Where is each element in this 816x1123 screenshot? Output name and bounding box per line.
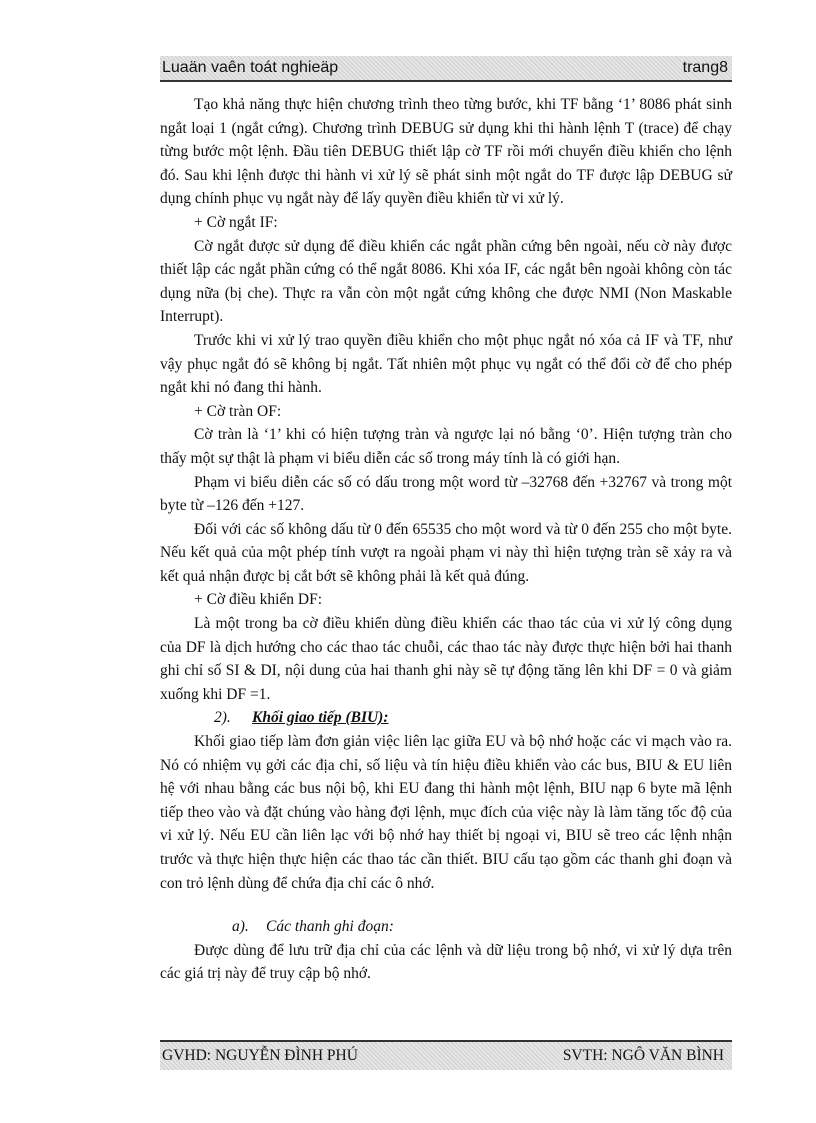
footer-advisor: GVHD: NGUYỄN ĐÌNH PHÚ (162, 1047, 358, 1064)
paragraph-of-2: Phạm vi biểu diễn các số có dấu trong một word từ –32768 đến +32767 và trong một byte từ –126 đến +127. (160, 473, 732, 515)
section-heading-biu (160, 706, 732, 730)
page-content (160, 93, 732, 986)
paragraph-segment-registers: Được dùng để lưu trữ địa chỉ của các lệnh và dữ liệu trong bộ nhớ, vi xử lý dựa trên các giá trị này để truy cập bộ nhớ. (160, 941, 732, 983)
subsection-number: a). (232, 918, 249, 936)
subsection-title: Các thanh ghi đoạn: (266, 918, 394, 936)
header-page-number: trang8 (682, 59, 728, 76)
page-header (160, 56, 732, 82)
header-title: Luaän vaên toát nghieäp (162, 59, 339, 76)
paragraph-of-1: Cờ tràn là ‘1’ khi có hiện tượng tràn và ngược lại nó bằng ‘0’. Hiện tượng tràn cho thấy một sự thật là phạm vi biểu diễn các số trong máy tính là có giới hạn. (160, 426, 732, 467)
footer-student: SVTH: NGÔ VĂN BÌNH (562, 1047, 724, 1064)
page-footer (160, 1040, 732, 1070)
paragraph-tf: Tạo khả năng thực hiện chương trình theo từng bước, khi TF bằng ‘1’ 8086 phát sinh ngắt loại 1 (ngắt cứng). Chương trình DEBUG sử dụng khi thi hành lệnh T (trace) để chạy từng bước một lệnh. Đầu tiên DEBUG thiết lập cờ TF rồi mới chuyển điều khiển cho lệnh đó. Sau khi lệnh được thi hành vi xử lý sẽ phát sinh một ngắt do TF được lập DEBUG sử dụng chính phục vụ ngắt này để lấy quyền điều khiển từ vi xử lý. (160, 96, 732, 208)
subsection-heading-segment-registers (160, 915, 732, 939)
paragraph-df: Là một trong ba cờ điều khiển dùng điều khiển các thao tác của vi xử lý công dụng của DF là dịch hướng cho các thao tác chuỗi, các thao tác này được thực hiện bởi hai thanh ghi chỉ số SI & DI, nội dung của hai thanh ghi này sẽ tự động tăng lên khi DF = 0 và giảm xuống khi DF =1. (160, 615, 732, 703)
paragraph-of-3: Đối với các số không dấu từ 0 đến 65535 cho một word và từ 0 đến 255 cho một byte. Nếu kết quả của một phép tính vượt ra ngoài phạm vi này thì hiện tượng tràn sẽ xảy ra và kết quả nhận được bị cắt bớt sẽ không phải là kết quả đúng. (160, 520, 732, 585)
bullet-of: + Cờ tràn OF: (194, 402, 282, 420)
paragraph-if-1: Cờ ngắt được sử dụng để điều khiển các ngắt phần cứng bên ngoài, nếu cờ này được thiết lập các ngắt phần cứng có thể ngắt 8086. Khi xóa IF, các ngắt bên ngoài không còn tác dụng nữa (bị che). Thực ra vẫn còn một ngắt cứng không che được NMI (Non Maskable Interrupt). (160, 237, 732, 326)
bullet-df: + Cờ điều khiển DF: (194, 591, 323, 609)
paragraph-if-2: Trước khi vi xử lý trao quyền điều khiển cho một phục ngắt nó xóa cả IF và TF, như vậy phục ngắt đó sẽ không bị ngắt. Tất nhiên một phục vụ ngắt có thể đổi cờ để cho phép ngắt khi nó đang thi hành. (160, 331, 732, 397)
section-title: Khối giao tiếp (BIU): (252, 709, 389, 727)
section-number: 2). (214, 709, 231, 727)
paragraph-biu: Khối giao tiếp làm đơn giản việc liên lạc giữa EU và bộ nhớ hoặc các vi mạch vào ra. Nó có nhiệm vụ gởi các địa chỉ, số liệu và tín hiệu điều khiển vào các bus, BIU & EU liên hệ với nhau bằng các bus nội bộ, khi EU đang thi hành một lệnh, BIU nạp 6 byte mã lệnh tiếp theo vào và đặt chúng vào hàng đợi lệnh, mục đích của việc này là làm tăng tốc độ của vi xử lý. Nếu EU cần liên lạc với bộ nhớ hay thiết bị ngoại vi, BIU sẽ treo các lệnh nhận trước và thực hiện thực hiện các thao tác cần thiết. BIU cấu tạo gồm các thanh ghi đoạn và con trỏ lệnh dùng để chứa địa chỉ các ô nhớ. (160, 733, 732, 892)
bullet-if: + Cờ ngắt IF: (194, 213, 278, 231)
